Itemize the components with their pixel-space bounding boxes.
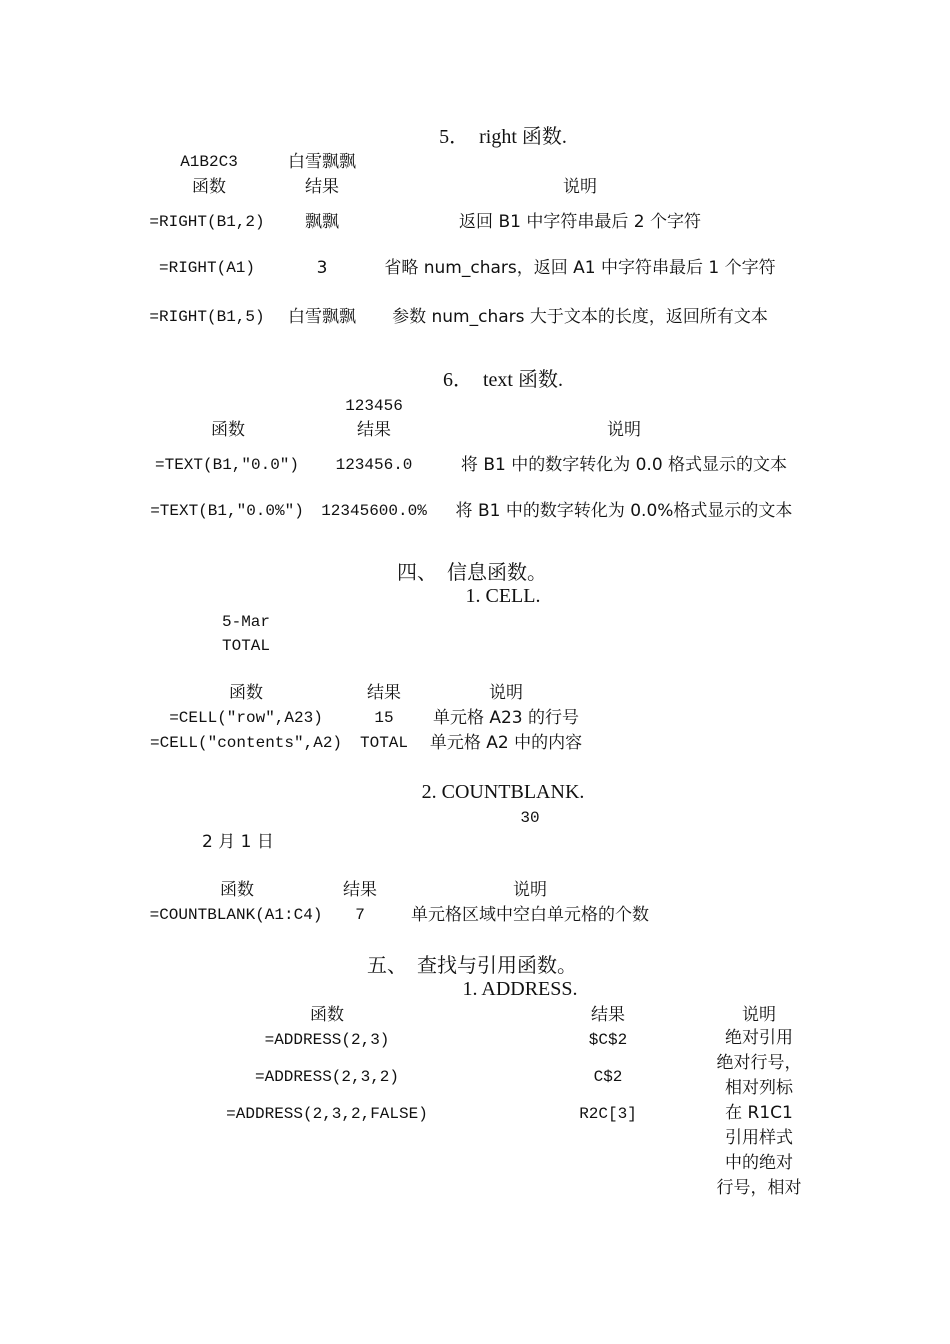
column-header-function: 函数 xyxy=(310,1005,344,1025)
row-result: 12345600.0% xyxy=(321,502,427,520)
data-cell-b1: 123456 xyxy=(345,397,403,415)
section-heading-right: 5． right 函数. xyxy=(439,126,567,148)
column-header-description: 说明 xyxy=(607,420,641,440)
row-result: 15 xyxy=(374,709,394,727)
row-description: 省略 num_chars，返回 A1 中字符串最后 1 个字符 xyxy=(384,258,776,278)
column-header-description: 说明 xyxy=(513,880,547,900)
data-cell-b1: 白雪飘飘 xyxy=(288,152,356,172)
data-cell-a2: TOTAL xyxy=(222,637,271,655)
row-result: R2C[3] xyxy=(579,1105,637,1123)
row-function: =RIGHT(A1) xyxy=(158,259,256,277)
row-function: =CELL("contents",A2) xyxy=(149,734,343,752)
column-header-result: 结果 xyxy=(367,683,401,703)
chapter-heading-info-functions: 四、 信息函数。 xyxy=(397,560,547,584)
chapter-heading-lookup-functions: 五、 查找与引用函数。 xyxy=(367,953,577,977)
column-header-result: 结果 xyxy=(343,880,377,900)
row-description: 单元格 A23 的行号 xyxy=(432,708,580,728)
row-function: =RIGHT(B1,5) xyxy=(149,308,265,326)
description-line: 绝对引用 xyxy=(725,1028,793,1048)
row-function: =COUNTBLANK(A1:C4) xyxy=(149,906,323,924)
row-description: 返回 B1 中字符串最后 2 个字符 xyxy=(459,212,701,232)
description-line: 行号，相对 xyxy=(716,1178,802,1198)
row-function: =ADDRESS(2,3,2) xyxy=(254,1068,400,1086)
row-result: 3 xyxy=(316,258,328,278)
column-header-function: 函数 xyxy=(211,420,245,440)
column-header-function: 函数 xyxy=(220,880,254,900)
data-cell-a1: A1B2C3 xyxy=(180,153,238,171)
column-header-function: 函数 xyxy=(192,177,226,197)
row-function: =ADDRESS(2,3,2,FALSE) xyxy=(226,1105,428,1123)
data-cell-a1: 5-Mar xyxy=(222,613,271,631)
row-result: 飘飘 xyxy=(305,212,339,232)
row-description: 单元格区域中空白单元格的个数 xyxy=(411,905,649,925)
row-function: =TEXT(B1,"0.0") xyxy=(154,456,300,474)
row-function: =RIGHT(B1,2) xyxy=(149,213,265,231)
row-result: 7 xyxy=(355,906,365,924)
row-result: TOTAL xyxy=(359,734,409,752)
row-result: C$2 xyxy=(593,1068,623,1086)
row-result: 白雪飘飘 xyxy=(288,307,356,327)
row-function: =TEXT(B1,"0.0%") xyxy=(150,502,304,520)
row-description: 单元格 A2 中的内容 xyxy=(429,733,583,753)
description-line: 中的绝对 xyxy=(725,1153,793,1173)
column-header-description: 说明 xyxy=(742,1005,776,1025)
section-heading-text: 6． text 函数. xyxy=(443,369,563,391)
column-header-result: 结果 xyxy=(591,1005,625,1025)
row-function: =CELL("row",A23) xyxy=(169,709,323,727)
column-header-function: 函数 xyxy=(229,683,263,703)
column-header-result: 结果 xyxy=(357,420,391,440)
section-heading-countblank: 2. COUNTBLANK. xyxy=(421,781,585,803)
data-cell-date: 2 月 1 日 xyxy=(202,832,274,852)
description-line: 相对列标 xyxy=(725,1078,793,1098)
row-description: 参数 num_chars 大于文本的长度，返回所有文本 xyxy=(392,307,768,327)
row-description: 将 B1 中的数字转化为 0.0%格式显示的文本 xyxy=(455,501,793,521)
description-line: 绝对行号， xyxy=(716,1053,802,1073)
row-result: 123456.0 xyxy=(335,456,413,474)
section-heading-cell: 1. CELL. xyxy=(465,585,541,607)
description-line: 在 R1C1 xyxy=(725,1103,793,1123)
section-heading-address: 1. ADDRESS. xyxy=(462,978,578,1000)
row-result: $C$2 xyxy=(588,1031,628,1049)
data-cell-value: 30 xyxy=(520,809,540,827)
column-header-result: 结果 xyxy=(305,177,339,197)
row-function: =ADDRESS(2,3) xyxy=(264,1031,390,1049)
column-header-description: 说明 xyxy=(563,177,597,197)
row-description: 将 B1 中的数字转化为 0.0 格式显示的文本 xyxy=(460,455,788,475)
address-description-column xyxy=(711,1026,807,1201)
description-line: 引用样式 xyxy=(725,1128,793,1148)
column-header-description: 说明 xyxy=(489,683,523,703)
